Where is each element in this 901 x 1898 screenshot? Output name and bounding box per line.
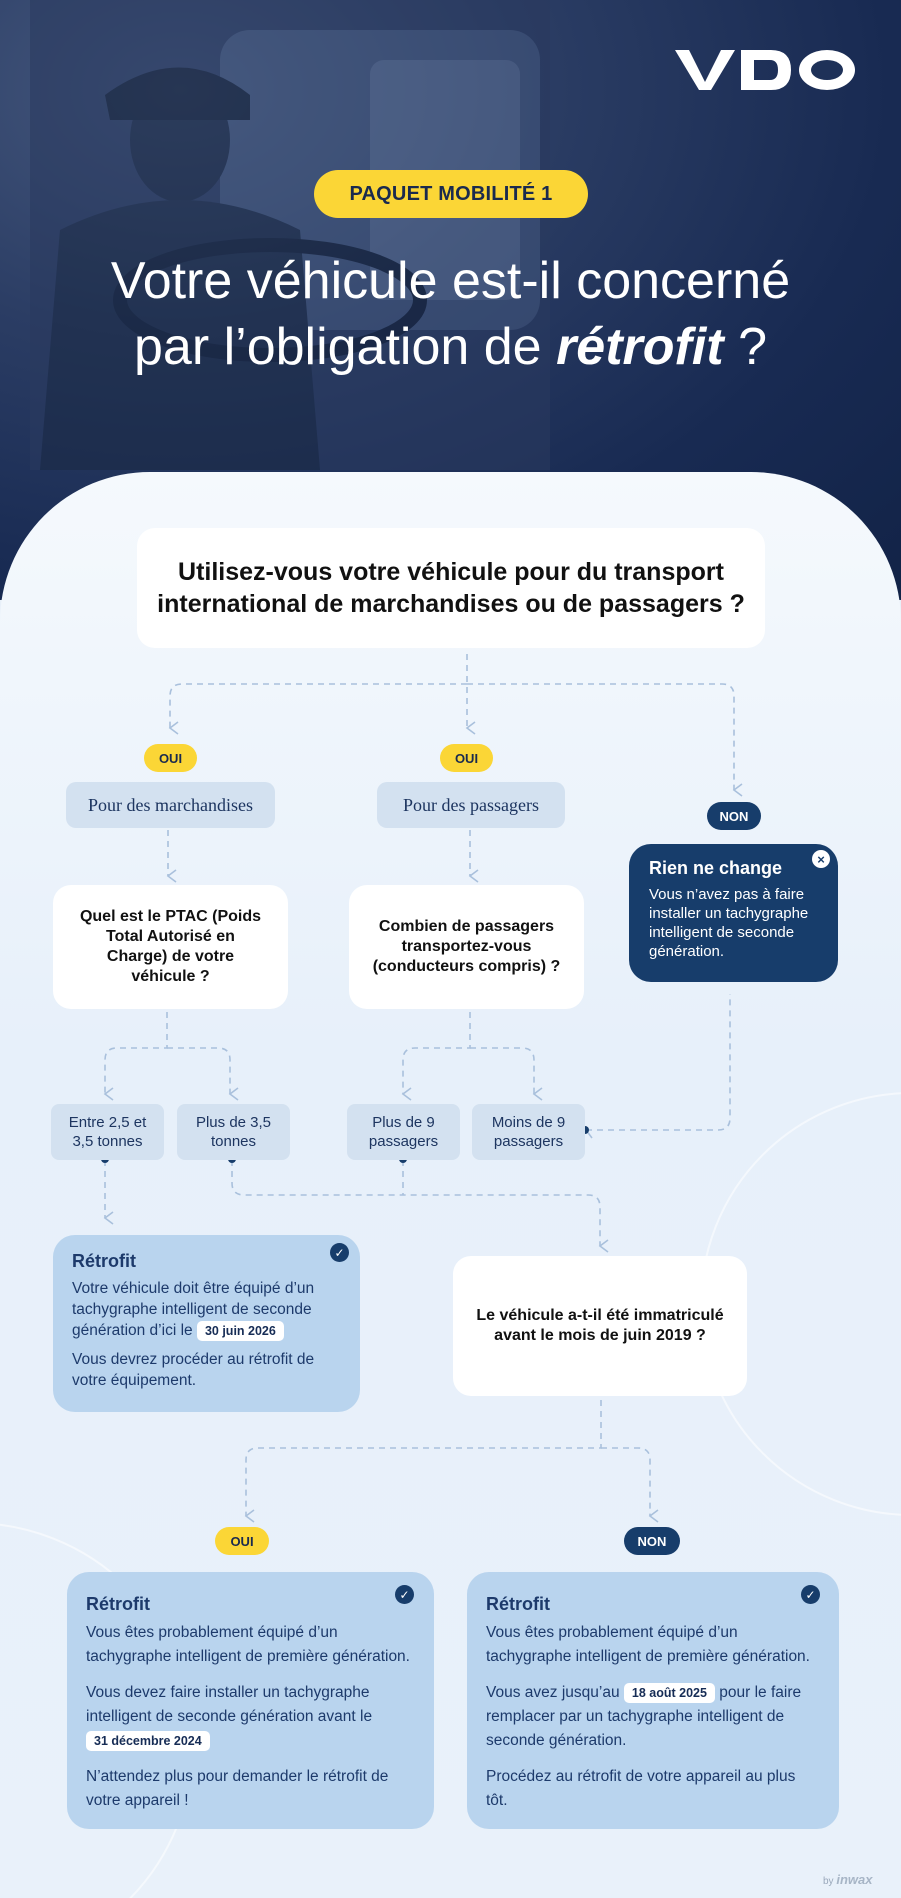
option-passengers-high xyxy=(347,1104,460,1160)
result-retrofit-2026 xyxy=(53,1235,360,1412)
title-suffix: ? xyxy=(723,318,767,376)
retrofit-2025-text2 xyxy=(486,1681,820,1753)
option-weight-high xyxy=(177,1104,290,1160)
retrofit-2024-text1: Vous êtes probablement équipé d’un tachygraphe intelligent de première génération. xyxy=(86,1624,410,1665)
question-ptac-text: Quel est le PTAC (Poids Total Autorisé en Charge) de votre véhicule ? xyxy=(79,908,262,985)
option-weight-low xyxy=(51,1104,164,1160)
retrofit-2024-date: 31 décembre 2024 xyxy=(86,1731,210,1751)
option-weight-high-text: Plus de 3,5 tonnes xyxy=(195,1114,272,1150)
question-passenger-text: Combien de passagers transportez-vous (conducteurs compris) ? xyxy=(372,918,561,975)
result-nothing-changes xyxy=(629,844,838,982)
option-passengers-low-text: Moins de 9 passagers xyxy=(491,1114,566,1150)
result-retrofit-2024 xyxy=(67,1572,434,1829)
title-emphasis: rétrofit xyxy=(556,318,724,376)
branch-goods: Pour des marchandises xyxy=(66,782,275,828)
no-label-registration: NON xyxy=(624,1527,680,1555)
retrofit-2025-deadline-suffix: pour le faire remplacer par un tachygraphe intelligent de seconde génération. xyxy=(486,1684,802,1749)
retrofit-2026-text1: Votre véhicule doit être équipé d’un tachygraphe intelligent de seconde génération d’ici le xyxy=(72,1280,315,1339)
option-passengers-high-text: Plus de 9 passagers xyxy=(368,1114,439,1150)
retrofit-2025-title: Rétrofit xyxy=(486,1594,550,1614)
retrofit-2024-deadline-text: Vous devez faire installer un tachygraphe intelligent de seconde génération avant le xyxy=(86,1684,373,1725)
title-line-1: Votre véhicule est-il concerné xyxy=(110,252,791,310)
retrofit-2024-text2 xyxy=(86,1681,415,1753)
check-icon: ✓ xyxy=(801,1585,820,1604)
nothing-changes-text: Vous n’avez pas à faire installer un tachygraphe intelligent de seconde génération. xyxy=(649,886,809,960)
check-icon: ✓ xyxy=(330,1243,349,1262)
check-icon: ✓ xyxy=(395,1585,414,1604)
option-passengers-low xyxy=(472,1104,585,1160)
no-label-international: NON xyxy=(707,802,761,830)
question-registration-date xyxy=(453,1256,747,1396)
question-ptac xyxy=(53,885,288,1009)
close-icon: × xyxy=(812,850,830,868)
retrofit-2025-date: 18 août 2025 xyxy=(624,1683,715,1703)
retrofit-2026-action: Vous devrez procéder au rétrofit de votre équipement. xyxy=(72,1351,315,1389)
option-weight-low-text: Entre 2,5 et 3,5 tonnes xyxy=(68,1114,147,1150)
title-prefix: par l’obligation de xyxy=(133,318,557,376)
yes-label-registration: OUI xyxy=(215,1527,269,1555)
nothing-changes-title: Rien ne change xyxy=(649,858,783,878)
mobility-package-badge: PAQUET MOBILITÉ 1 xyxy=(314,170,588,218)
question-passenger-count xyxy=(349,885,584,1009)
retrofit-2024-title: Rétrofit xyxy=(86,1594,150,1614)
branch-passengers: Pour des passagers xyxy=(377,782,565,828)
retrofit-2026-title: Rétrofit xyxy=(72,1251,136,1271)
result-retrofit-2025 xyxy=(467,1572,839,1829)
yes-label-goods: OUI xyxy=(144,744,197,772)
footer-by: by xyxy=(823,1876,834,1887)
retrofit-2026-date: 30 juin 2026 xyxy=(197,1321,284,1341)
retrofit-2025-text3: Procédez au rétrofit de votre appareil au plus tôt. xyxy=(486,1768,796,1809)
retrofit-2024-text3: N’attendez plus pour demander le rétrofit de votre appareil ! xyxy=(86,1768,389,1809)
question-registration-text: Le véhicule a-t-il été immatriculé avant le mois de juin 2019 ? xyxy=(476,1307,724,1344)
inwax-logo: inwax xyxy=(836,1872,873,1887)
question-international-transport: Utilisez-vous votre véhicule pour du transport international de marchandises ou de passagers ? xyxy=(137,528,765,648)
footer-credit xyxy=(823,1872,872,1887)
retrofit-2025-text1: Vous êtes probablement équipé d’un tachygraphe intelligent de première génération. xyxy=(486,1624,810,1665)
retrofit-2025-deadline-prefix: Vous avez jusqu’au xyxy=(486,1684,620,1701)
yes-label-passengers: OUI xyxy=(440,744,493,772)
retrofit-2026-text xyxy=(72,1278,341,1341)
